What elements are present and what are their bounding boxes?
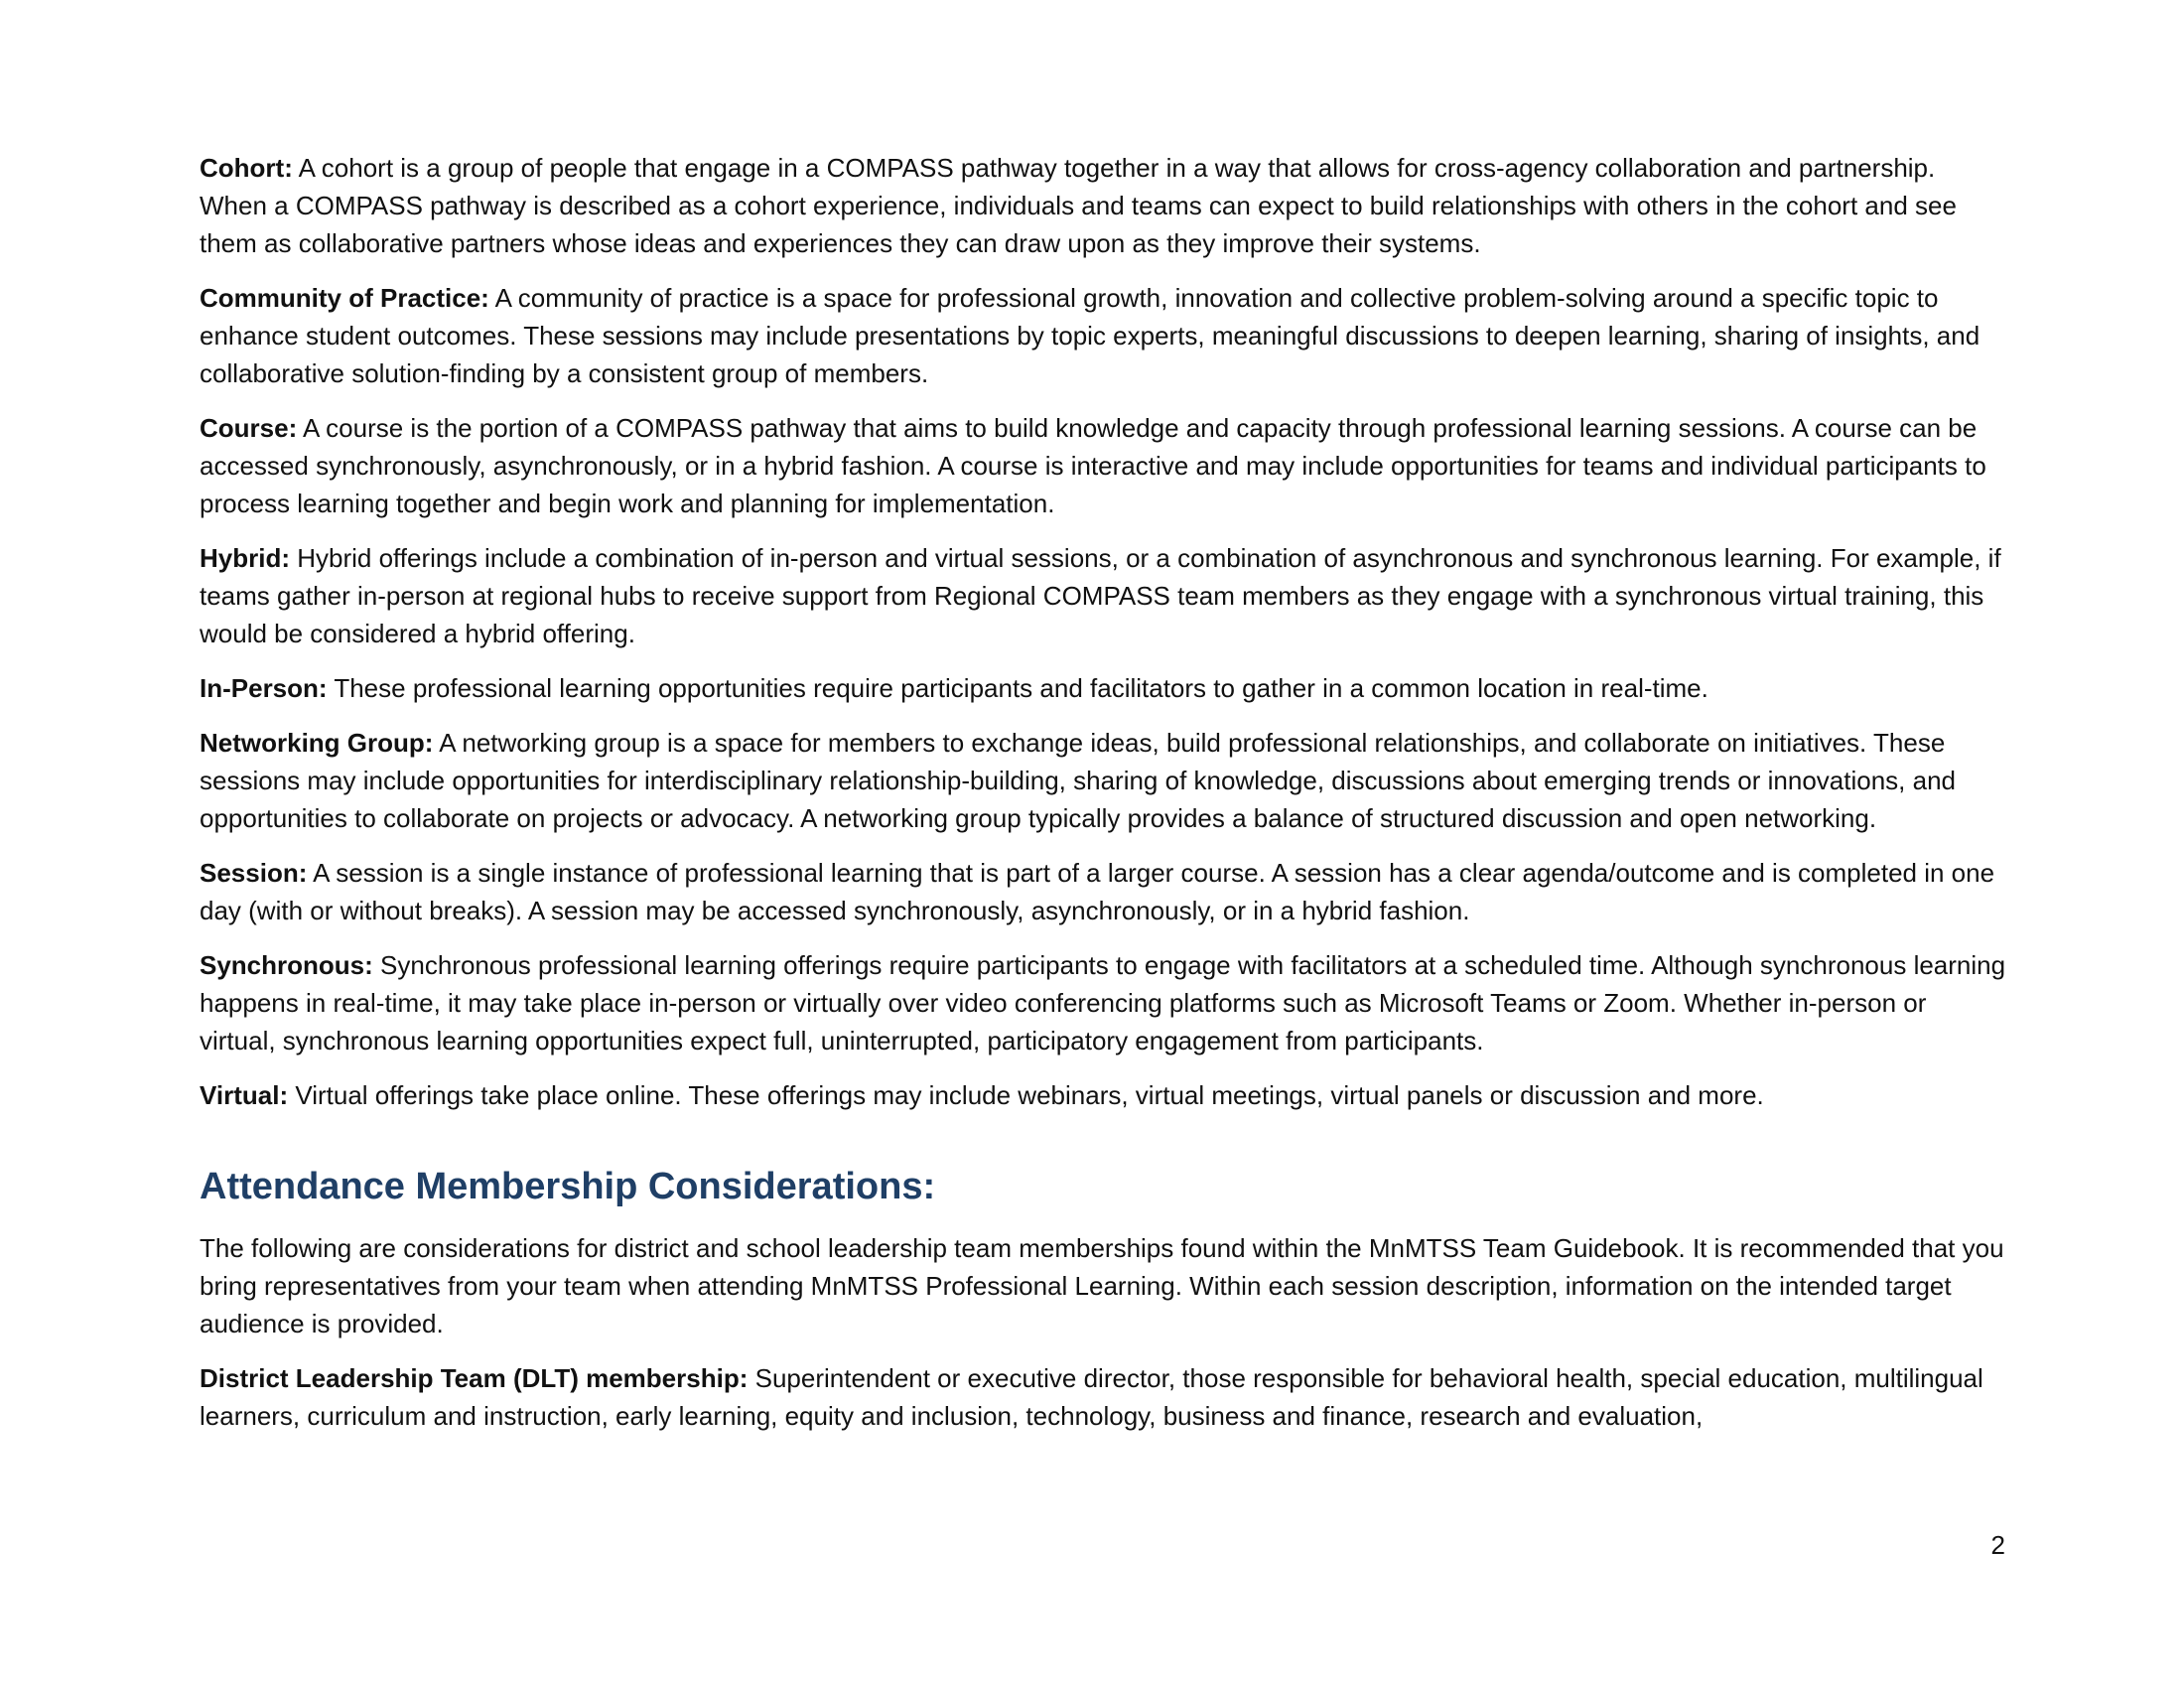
document-page [200, 149, 2006, 1452]
definition-term: District Leadership Team (DLT) membership: [200, 1363, 749, 1393]
section-intro: The following are considerations for district and school leadership team memberships found within the MnMTSS Team Guidebook. It is recommended that you bring representatives from your team when attending MnMTSS Professional Learning. Within each session description, information on the intended target audience is provided. [200, 1233, 2004, 1338]
definition-text: Synchronous professional learning offerings require participants to engage with facilitators at a scheduled time. Although synchronous learning happens in real-time, it may take place in-person or virtually over video conferencing platforms such as Microsoft Teams or Zoom. Whether in-person or virtual, synchronous learning opportunities expect full, uninterrupted, participatory engagement from participants. [200, 950, 2006, 1055]
definition-term: Community of Practice: [200, 283, 489, 313]
definition-text: A community of practice is a space for professional growth, innovation and collective problem-solving around a specific topic to enhance student outcomes. These sessions may include presentations by topic experts, meaningful discussions to deepen learning, sharing of insights, and collaborative solution-finding by a consistent group of members. [200, 283, 1980, 388]
definition-community-of-practice [200, 279, 2006, 392]
definition-term: Cohort: [200, 153, 293, 183]
definition-text: A course is the portion of a COMPASS pathway that aims to build knowledge and capacity through professional learning sessions. A course can be accessed synchronously, asynchronously, or in a hybrid fashion. A course is interactive and may include opportunities for teams and individual participants to process learning together and begin work and planning for implementation. [200, 413, 1986, 518]
definition-course [200, 409, 2006, 522]
definition-term: In-Person: [200, 673, 328, 703]
definition-text: A session is a single instance of professional learning that is part of a larger course. A session has a clear agenda/outcome and is completed in one day (with or without breaks). A session may be accessed synchronously, asynchronously, or in a hybrid fashion. [200, 858, 1995, 925]
definition-text: Hybrid offerings include a combination of in-person and virtual sessions, or a combination of asynchronous and synchronous learning. For example, if teams gather in-person at regional hubs to receive support from Regional COMPASS team members as they engage with a synchronous virtual training, this would be considered a hybrid offering. [200, 543, 2001, 648]
definition-term: Hybrid: [200, 543, 290, 573]
definition-term: Networking Group: [200, 728, 434, 758]
definition-term: Virtual: [200, 1080, 289, 1110]
page-number: 2 [1990, 1530, 2005, 1560]
definition-synchronous [200, 946, 2006, 1059]
definition-text: A cohort is a group of people that engage in a COMPASS pathway together in a way that allows for cross-agency collaboration and partnership. When a COMPASS pathway is described as a cohort experience, individuals and teams can expect to build relationships with others in the cohort and see them as collaborative partners whose ideas and experiences they can draw upon as they improve their systems. [200, 153, 1957, 258]
definition-dlt-membership [200, 1359, 2006, 1435]
definition-cohort [200, 149, 2006, 262]
section-heading: Attendance Membership Considerations: [200, 1166, 936, 1207]
definition-networking-group [200, 724, 2006, 837]
definition-term: Course: [200, 413, 298, 443]
definition-in-person [200, 669, 2006, 707]
definition-term: Session: [200, 858, 308, 888]
definition-hybrid [200, 539, 2006, 652]
definition-virtual [200, 1076, 2006, 1114]
definition-text: These professional learning opportunities require participants and facilitators to gather in a common location in real-time. [327, 673, 1708, 703]
definition-text: Virtual offerings take place online. These offerings may include webinars, virtual meetings, virtual panels or discussion and more. [288, 1080, 1764, 1110]
definition-term: Synchronous: [200, 950, 373, 980]
definition-text: A networking group is a space for members to exchange ideas, build professional relationships, and collaborate on initiatives. These sessions may include opportunities for interdisciplinary relationship-building, sharing of knowledge, discussions about emerging trends or innovations, and opportunities to collaborate on projects or advocacy. A networking group typically provides a balance of structured discussion and open networking. [200, 728, 1956, 833]
definition-text: Superintendent or executive director, those responsible for behavioral health, special education, multilingual learners, curriculum and instruction, early learning, equity and inclusion, technology, business and finance, research and evaluation, [200, 1363, 1983, 1431]
definition-session [200, 854, 2006, 929]
